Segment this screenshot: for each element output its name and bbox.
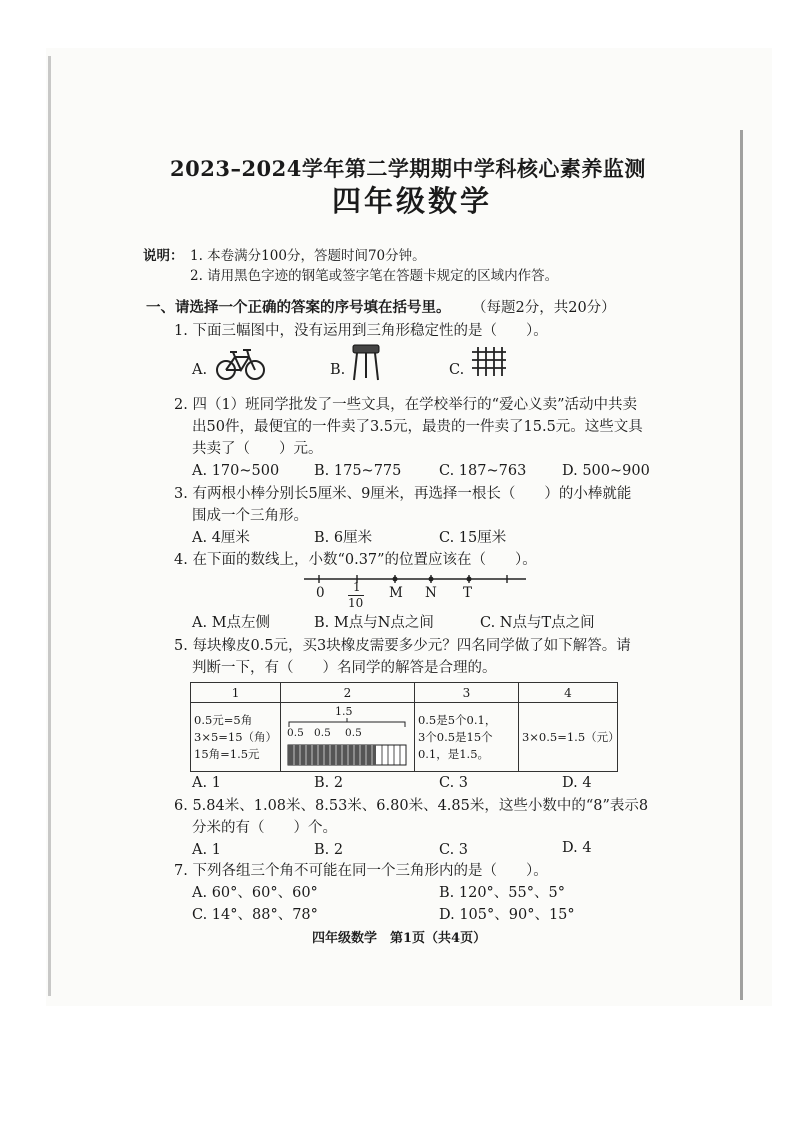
scan-edge-left [48,56,51,996]
q6-line-1: 6. 5.84米、1.08米、8.53米、6.80米、4.85米，这些小数中的“8”表示8 [174,798,649,814]
q5-line-1: 5. 每块橡皮0.5元，买3块橡皮需要多少元？四名同学做了如下解答。请 [174,638,631,654]
q4-option-a: A. M点左侧 [192,615,271,631]
instruction-line-1: 1. 本卷满分100分，答题时间70分钟。 [190,248,426,264]
exam-subtitle: 四年级数学 [332,184,493,218]
table-cell-3 [414,703,518,772]
table-header-1: 1 [191,683,281,703]
table-cell-4 [518,703,620,772]
tenths-bar-diagram [287,743,407,767]
q3-option-b: B. 6厘米 [314,530,373,546]
section-heading: 一、请选择一个正确的答案的序号填在括号里。 [146,299,451,316]
q1-option-b: B. [330,362,346,378]
cell3-line-2: 3个0.5是15个 [417,729,493,744]
fraction-denominator: 10 [348,596,364,610]
q6-option-d: D. 4 [562,840,592,856]
number-line-label-0: 0 [316,585,325,601]
cell4-text: 3×0.5=1.5（元） [521,730,620,744]
table-cell-1 [191,703,281,772]
table-header-2: 2 [281,683,415,703]
q5-option-a: A. 1 [192,775,221,791]
q7-option-d: D. 105°、90°、15° [439,907,575,923]
cell1-line-1: 0.5元=5角 [194,712,253,727]
q3-option-a: A. 4厘米 [192,530,250,546]
q6-option-c: C. 3 [439,842,469,858]
q7-option-a: A. 60°、60°、60° [192,885,318,901]
q4-stem: 4. 在下面的数线上，小数“0.37”的位置应该在（ ）。 [174,552,537,568]
page-footer: 四年级数学 第1页（共4页） [312,931,487,946]
cell3-line-1: 0.5是5个0.1， [417,712,497,727]
q5-option-c: C. 3 [439,775,469,791]
bar-total-label: 1.5 [335,705,353,718]
q2-option-a: A. 170~500 [192,463,280,479]
q3-line-2: 围成一个三角形。 [192,508,308,524]
point-n-label: N [425,585,437,601]
fraction-numerator: 1 [353,580,361,594]
q5-option-b: B. 2 [314,775,344,791]
q7-option-c: C. 14°、88°、78° [192,907,318,923]
section-note: （每题2分，共20分） [472,300,616,316]
point-t-label: T [463,585,473,601]
q4-option-c: C. N点与T点之间 [480,615,595,631]
grid-fence-icon [470,346,508,378]
q6-option-a: A. 1 [192,842,221,858]
answer-table [190,682,618,772]
q6-line-2: 分米的有（ ）个。 [192,820,337,836]
q2-option-b: B. 175~775 [314,463,402,479]
bicycle-icon [215,345,267,381]
table-header-4: 4 [518,683,617,703]
q1-stem: 1. 下面三幅图中，没有运用到三角形稳定性的是（ ）。 [174,323,548,339]
table-cell-2 [281,703,415,772]
q2-line-1: 2. 四（1）班同学批发了一些文具，在学校举行的“爱心义卖”活动中共卖 [174,397,637,413]
number-line [300,572,530,590]
q3-option-c: C. 15厘米 [439,530,507,546]
bar-label-b: 0.5 [314,727,331,739]
q2-option-d: D. 500~900 [562,463,650,479]
q5-option-d: D. 4 [562,775,592,791]
q7-stem: 7. 下列各组三个角不可能在同一个三角形内的是（ ）。 [174,863,548,879]
table-header-3: 3 [414,683,518,703]
q2-line-2: 出50件，最便宜的一件卖了3.5元，最贵的一件卖了15.5元。这些文具 [192,419,643,435]
cell1-line-2: 3×5=15（角） [194,729,278,744]
instructions-label: 说明： [143,248,184,264]
q2-line-3: 共卖了（ ）元。 [192,441,323,457]
scan-edge-right [740,130,743,1000]
cell3-line-3: 0.1，是1.5。 [417,746,490,761]
q2-option-c: C. 187~763 [439,463,527,479]
point-m-label: M [389,585,403,601]
q1-option-c: C. [449,362,465,378]
q6-option-b: B. 2 [314,842,344,858]
bar-label-a: 0.5 [287,727,304,739]
bar-label-c: 0.5 [345,727,362,739]
q3-line-1: 3. 有两根小棒分别长5厘米、9厘米，再选择一根长（ ）的小棒就能 [174,486,632,502]
q5-line-2: 判断一下，有（ ）名同学的解答是合理的。 [192,660,497,676]
stool-icon [350,342,382,382]
q7-option-b: B. 120°、55°、5° [439,885,565,901]
q1-option-a: A. [192,362,208,378]
cell1-line-3: 15角=1.5元 [194,746,260,761]
instruction-line-2: 2. 请用黑色字迹的钢笔或签字笔在答题卡规定的区域内作答。 [190,268,559,284]
q4-option-b: B. M点与N点之间 [314,615,434,631]
exam-title: 2023–2024学年第二学期期中学科核心素养监测 [170,156,646,181]
